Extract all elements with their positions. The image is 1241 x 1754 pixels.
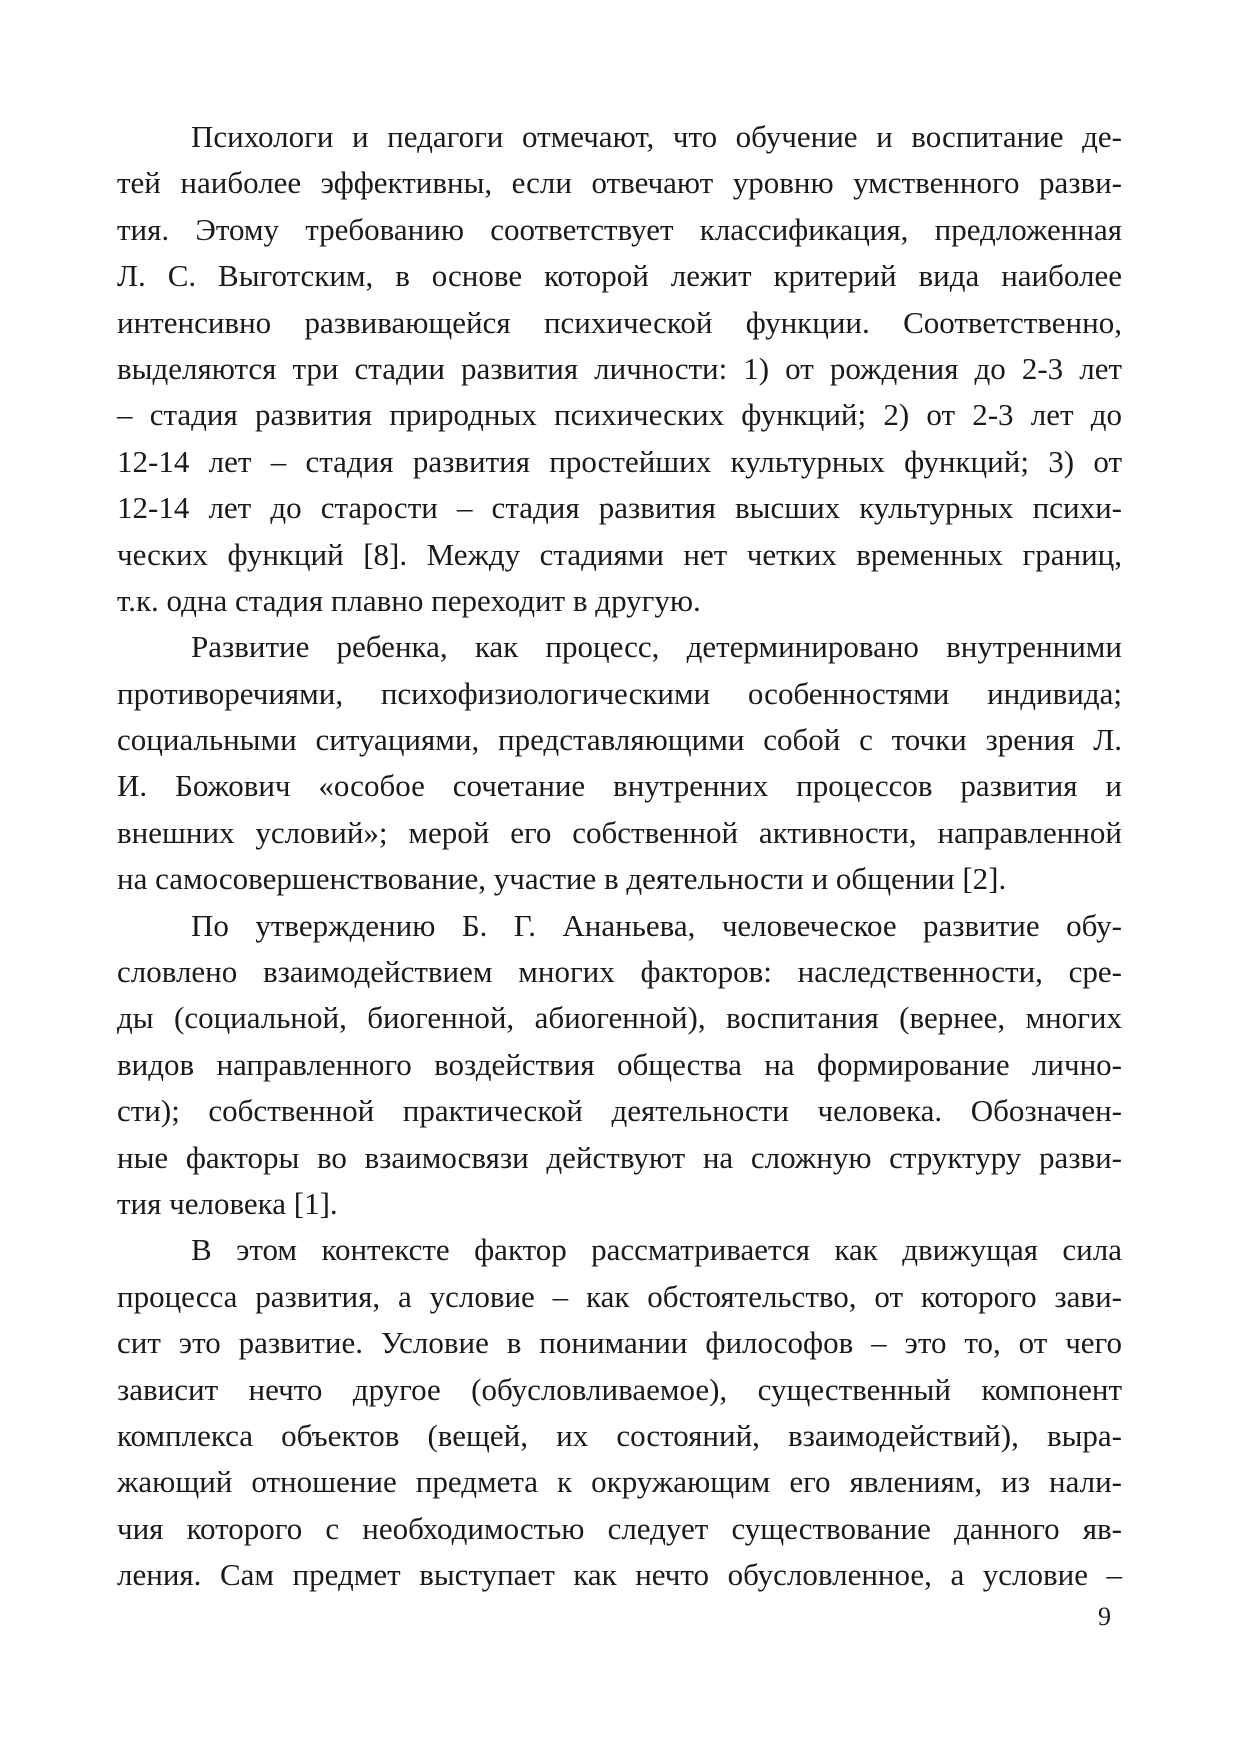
text-line: В этом контексте фактор рассматривается как движущая сила — [191, 1232, 1122, 1268]
text-line: на самосовершенствование, участие в деятельности и общении [2]. — [117, 861, 1007, 897]
text-line: Психологи и педагоги отмечают, что обучение и воспитание де- — [191, 119, 1122, 154]
text-line: тей наиболее эффективны, если отвечают уровню умственного разви- — [117, 165, 1122, 201]
paragraph-2 — [117, 624, 1122, 902]
text-line: зависит нечто другое (обусловливаемое), существенный компонент — [117, 1371, 1122, 1407]
text-line: интенсивно развивающейся психической функции. Соответственно, — [117, 304, 1122, 340]
text-line: тия человека [1]. — [117, 1185, 338, 1221]
text-line: И. Божович «особое сочетание внутренних процессов развития и — [117, 768, 1122, 804]
document-page — [117, 114, 1122, 1599]
text-line: тия. Этому требованию соответствует классификация, предложенная — [117, 211, 1122, 247]
text-line: процесса развития, а условие – как обстоятельство, от которого зави- — [117, 1278, 1122, 1314]
paragraph-1 — [117, 114, 1122, 624]
text-line: видов направленного воздействия общества на формирование лично- — [117, 1046, 1122, 1082]
text-line: По утверждению Б. Г. Ананьева, человеческое развитие обу- — [191, 907, 1122, 943]
text-line: выделяются три стадии развития личности: 1) от рождения до 2-3 лет — [117, 350, 1122, 386]
text-line: внешних условий»; мерой его собственной активности, направленной — [117, 814, 1122, 850]
text-line: сит это развитие. Условие в понимании философов – это то, от чего — [117, 1325, 1122, 1361]
text-line: Л. С. Выготским, в основе которой лежит критерий вида наиболее — [117, 258, 1122, 294]
text-line: ления. Сам предмет выступает как нечто обусловленное, а условие – — [117, 1557, 1122, 1593]
text-line: социальными ситуациями, представляющими собой с точки зрения Л. — [117, 722, 1122, 758]
text-line: ные факторы во взаимосвязи действуют на сложную структуру разви- — [117, 1139, 1122, 1175]
text-line: Развитие ребенка, как процесс, детерминировано внутренними — [191, 629, 1122, 665]
text-line: сти); собственной практической деятельности человека. Обозначен- — [117, 1093, 1122, 1129]
page-number: 9 — [1098, 1602, 1111, 1631]
paragraph-3 — [117, 903, 1122, 1228]
text-line: 12-14 лет до старости – стадия развития высших культурных психи- — [117, 490, 1122, 526]
text-line: чия которого с необходимостью следует существование данного яв- — [117, 1510, 1122, 1546]
text-line: т.к. одна стадия плавно переходит в другую. — [117, 582, 701, 618]
text-line: ды (социальной, биогенной, абиогенной), воспитания (вернее, многих — [117, 1000, 1122, 1036]
text-line: словлено взаимодействием многих факторов: наследственности, сре- — [117, 954, 1122, 990]
text-line: жающий отношение предмета к окружающим его явлениям, из нали- — [117, 1464, 1122, 1500]
text-line: 12-14 лет – стадия развития простейших культурных функций; 3) от — [117, 443, 1122, 479]
text-line: – стадия развития природных психических функций; 2) от 2-3 лет до — [117, 397, 1122, 433]
text-line: противоречиями, психофизиологическими особенностями индивида; — [117, 675, 1122, 711]
text-line: комплекса объектов (вещей, их состояний, взаимодействий), выра- — [117, 1417, 1122, 1453]
text-line: ческих функций [8]. Между стадиями нет четких временных границ, — [117, 536, 1122, 572]
paragraph-4 — [117, 1227, 1122, 1598]
